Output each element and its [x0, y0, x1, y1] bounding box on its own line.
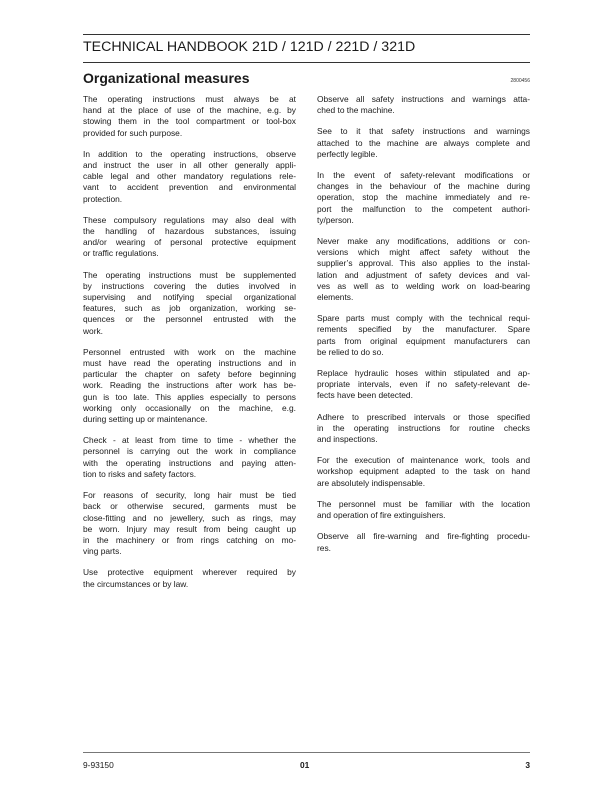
text-line: In the event of safety-relevant modifications or — [317, 170, 530, 181]
paragraph — [317, 313, 530, 358]
text-line: tion to risks and safety factors. — [83, 468, 197, 479]
text-line: must have read the operating instructions and in — [83, 358, 296, 369]
text-line: Observe all fire-warning and fire-fighting procedu- — [317, 531, 530, 542]
header-bottom-rule — [83, 62, 530, 63]
text-line: For the execution of maintenance work, tools and — [317, 455, 530, 466]
text-line: stowing them in the tool compartment or tool-box — [83, 116, 296, 127]
text-line: working only occasionally on the machine, e.g. — [83, 402, 296, 413]
text-line: protection. — [83, 193, 123, 204]
header-top-rule — [83, 34, 530, 35]
text-line: ched to the machine. — [317, 105, 395, 116]
text-line: by instructions covering the duties involved in — [83, 280, 296, 291]
text-line: in the machinery or from rings catching on mo- — [83, 534, 296, 545]
document-title: TECHNICAL HANDBOOK 21D / 121D / 221D / 321D — [83, 39, 416, 55]
text-line: propriate intervals, even if no safety-relevant de- — [317, 379, 530, 390]
paragraph — [83, 347, 296, 425]
text-line: Observe all safety instructions and warnings atta- — [317, 94, 530, 104]
text-line: supervising and notifying special organizational — [83, 292, 296, 303]
text-line: features, such as job organization, working se- — [83, 303, 296, 314]
paragraph — [317, 531, 530, 553]
text-line: cable legal and other mandatory regulations rele- — [83, 171, 296, 182]
text-line: personnel is carrying out the work in compliance — [83, 446, 296, 457]
paragraph — [317, 126, 530, 160]
text-line: elements. — [317, 292, 354, 303]
text-line: res. — [317, 542, 331, 553]
right-column — [317, 94, 530, 564]
text-line: particular the chapter on safety before beginning — [83, 369, 296, 380]
section-code: 2800456 — [510, 78, 530, 84]
footer-revision: 01 — [300, 760, 310, 770]
text-line: rements specified by the manufacturer. Spare — [317, 324, 530, 335]
text-line: The operating instructions must be supplemented — [83, 269, 296, 280]
left-column — [83, 94, 296, 600]
text-line: or traffic regulations. — [83, 248, 159, 259]
text-line: workshop equipment adapted to the task on hand — [317, 466, 530, 477]
text-line: ves as well as to welding work on load-bearing — [317, 280, 530, 291]
text-line: parts from original equipment manufacturers can — [317, 335, 530, 346]
text-line: and instruct the user in all other generally appli- — [83, 160, 296, 171]
text-line: The personnel must be familiar with the location — [317, 498, 530, 509]
paragraph — [317, 236, 530, 303]
text-line: In addition to the operating instructions, observe — [83, 148, 296, 159]
text-line: changes in the behaviour of the machine during — [317, 181, 530, 192]
paragraph — [317, 170, 530, 226]
text-line: work. Reading the instructions after work has be- — [83, 380, 296, 391]
text-line: are absolutely indispensable. — [317, 477, 426, 488]
text-line: perfectly legible. — [317, 148, 378, 159]
text-line: gun is too late. This applies especially to persons — [83, 391, 296, 402]
paragraph — [317, 94, 530, 116]
text-line: These compulsory regulations may also deal with — [83, 214, 296, 225]
text-line: port the malfunction to the competent authori- — [317, 203, 530, 214]
text-line: ty/person. — [317, 214, 354, 225]
text-line: close-fitting and no jewellery, such as rings, may — [83, 512, 296, 523]
text-line: during setting up or maintenance. — [83, 414, 208, 425]
text-line: The operating instructions must always be at — [83, 94, 296, 104]
text-line: Personnel entrusted with work on the machine — [83, 346, 296, 357]
text-line: Never make any modifications, additions or con- — [317, 236, 530, 247]
text-line: be worn. Injury may result from being caught up — [83, 523, 296, 534]
text-line: the circumstances or by law. — [83, 578, 189, 589]
text-line: lation and adjustment of safety devices and val- — [317, 269, 530, 280]
text-line: and/or wearing of personal protective equipment — [83, 237, 296, 248]
text-line: Spare parts must comply with the technical requi- — [317, 313, 530, 324]
text-line: hand at the place of use of the machine, e.g. by — [83, 105, 296, 116]
text-line: fects have been detected. — [317, 390, 413, 401]
text-line: back or otherwise secured, garments must be — [83, 501, 296, 512]
text-line: supplier’s approval. This also applies to the instal- — [317, 258, 530, 269]
text-line: work. — [83, 325, 104, 336]
paragraph — [83, 270, 296, 337]
footer-page-number: 3 — [525, 760, 530, 770]
section-heading: Organizational measures — [83, 70, 250, 86]
text-line: attached to the machine are always complete and — [317, 137, 530, 148]
paragraph — [317, 368, 530, 402]
text-line: Replace hydraulic hoses within stipulated and ap- — [317, 368, 530, 379]
paragraph — [83, 435, 296, 480]
text-line: versions which might affect safety without the — [317, 247, 530, 258]
text-line: operation, stop the machine immediately and re- — [317, 192, 530, 203]
paragraph — [83, 490, 296, 557]
paragraph — [317, 412, 530, 446]
paragraph — [83, 149, 296, 205]
footer-rule — [83, 752, 530, 753]
text-line: For reasons of security, long hair must be tied — [83, 490, 296, 501]
text-line: See to it that safety instructions and warnings — [317, 126, 530, 137]
text-line: with the operating instructions and paying atten- — [83, 457, 296, 468]
footer-doc-number: 9-93150 — [83, 760, 114, 770]
text-line: be relied to do so. — [317, 346, 384, 357]
paragraph — [317, 499, 530, 521]
text-line: provided for such purpose. — [83, 127, 183, 138]
paragraph — [83, 94, 296, 139]
text-line: vant to accident prevention and environmental — [83, 182, 296, 193]
text-line: quences or the personnel entrusted with the — [83, 314, 296, 325]
text-line: and inspections. — [317, 434, 378, 445]
text-line: Adhere to prescribed intervals or those specified — [317, 411, 530, 422]
paragraph — [83, 215, 296, 260]
text-line: Check - at least from time to time - whether the — [83, 435, 296, 446]
text-line: in the operating instructions for routine checks — [317, 422, 530, 433]
text-line: and operation of fire extinguishers. — [317, 510, 446, 521]
paragraph — [83, 567, 296, 589]
paragraph — [317, 455, 530, 489]
text-line: the handling of hazardous substances, issuing — [83, 226, 296, 237]
text-line: ving parts. — [83, 546, 122, 557]
text-line: Use protective equipment wherever required by — [83, 567, 296, 578]
